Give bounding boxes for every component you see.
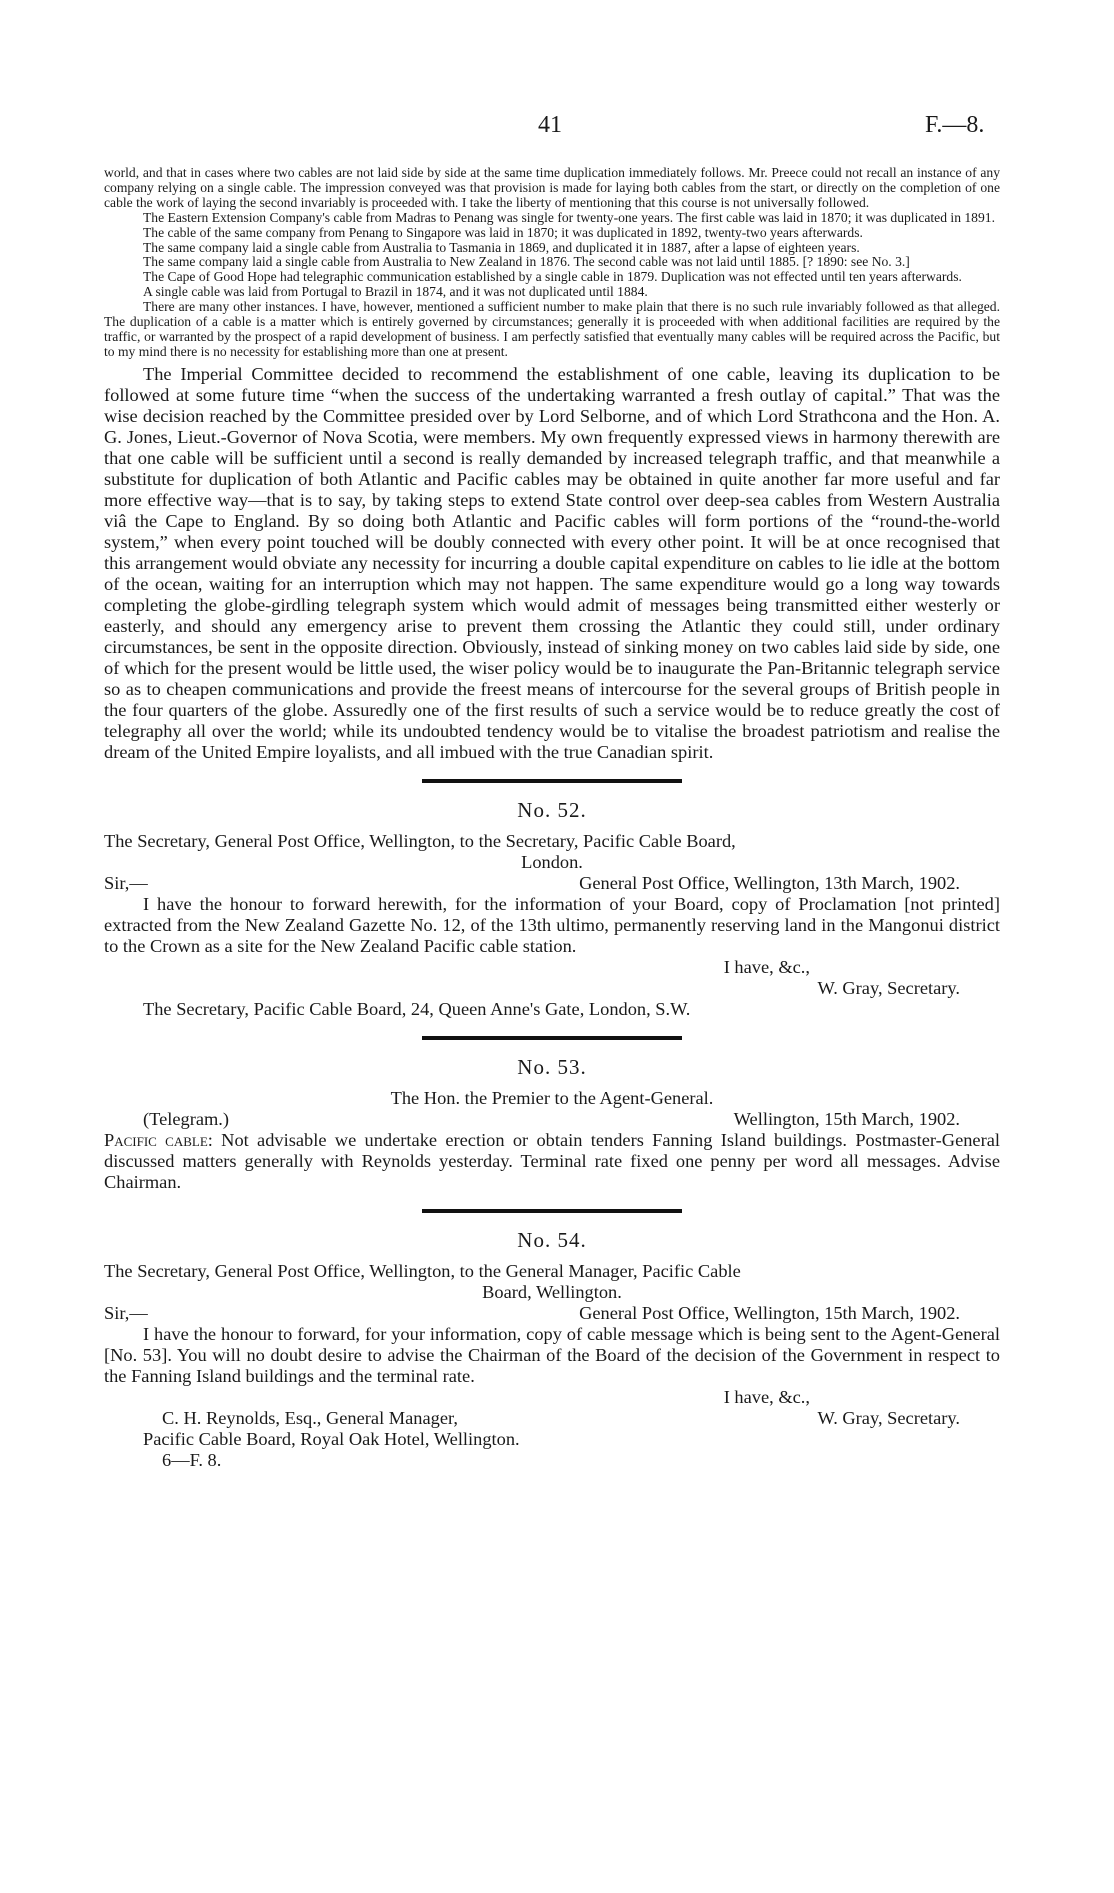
letter-address-continued: Board, Wellington. [482, 1281, 622, 1302]
telegram-subject: Pacific cable [104, 1129, 208, 1150]
recipient: The Secretary, Pacific Cable Board, 24, Queen Anne's Gate, London, S.W. [143, 998, 691, 1019]
salutation: Sir,— [104, 872, 148, 893]
letter-number-54: No. 54. [517, 1227, 587, 1252]
small-print-section [104, 166, 1000, 360]
page-content [104, 166, 1000, 1471]
letter-address: The Hon. the Premier to the Agent-General. [390, 1087, 714, 1108]
dateline: Wellington, 15th March, 1902. [733, 1108, 960, 1129]
closing-row [104, 1387, 1000, 1408]
salutation-row [104, 873, 1000, 894]
small-paragraph: The same company laid a single cable from Australia to Tasmania in 1869, and duplicated it in 1887, after a lapse of eighteen years. [143, 239, 860, 255]
closing: I have, &c., [723, 1386, 810, 1407]
signature: W. Gray, Secretary. [817, 1407, 960, 1428]
recipient-row [104, 999, 1000, 1020]
telegram-row [104, 1109, 1000, 1130]
document-reference: F.—8. [925, 112, 985, 138]
main-paragraph: The Imperial Committee decided to recommend the establishment of one cable, leaving its duplication to be followed at some future time “when the success of the undertaking warranted a fresh outlay of capital.” That was the wise decision reached by the Committee presided over by Lord Selborne, and of which Lord Strathcona and the Hon. A. G. Jones, Lieut.-Governor of Nova Scotia, were members. My own frequently expressed views in harmony therewith are that one cable will be sufficient until a second is really demanded by increased telegraph traffic, and that meanwhile a substitute for duplication of both Atlantic and Pacific cables may be obtained in quite another far more useful and far more effective way—that is to say, by taking steps to extend State control over deep-sea cables from Western Australia viâ the Cape to England. By so doing both Atlantic and Pacific cables will form portions of the “round-the-world system,” when every point touched will be doubly connected with every other point. It will be at once recognised that this arrangement would obviate any necessity for incurring a double capital expenditure on cables to lie idle at the bottom of the ocean, waiting for an interruption which may not happen. The same expenditure would go a long way towards completing the globe-girdling telegraph system which would admit of messages being transmitted either westerly or easterly, and should any emergency arise to prevent them crossing the Atlantic they could still, under ordinary circumstances, be sent in the opposite direction. Obviously, instead of sinking money on two cables laid side by side, one of which for the present would be little used, the wiser policy would be to inaugurate the Pan-Britannic telegraph service so as to cheapen communications and provide the freest means of intercourse for the several groups of British people in the four quarters of the globe. Assuredly one of the first results of such a service would be to reduce greatly the cost of telegraphy all over the world; while its undoubted tendency would be to vitalise the broadest patriotism and realise the dream of the United Empire loyalists, and all imbued with the true Canadian spirit. [104, 363, 1000, 762]
telegram-body [104, 1130, 1000, 1193]
page-number: 41 [538, 112, 562, 138]
closing-row [104, 957, 1000, 978]
recipient-row [104, 1429, 1000, 1450]
section-divider [422, 779, 682, 783]
page-header [0, 112, 1114, 142]
recipient-address: Pacific Cable Board, Royal Oak Hotel, Wellington. [143, 1428, 520, 1449]
small-paragraph: The Eastern Extension Company's cable from Madras to Penang was single for twenty-one years. The first cable was laid in 1870; it was duplicated in 1891. [143, 209, 995, 225]
small-paragraph: There are many other instances. I have, however, mentioned a sufficient number to make plain that there is no such rule invariably followed as that alleged. The duplication of a cable is a matter which is entirely governed by circumstances; generally it is proceeded with when additional facilities are required by the traffic, or warranted by the prospect of a rapid development of business. I am perfectly satisfied that eventually many cables will be required across the Pacific, but to my mind there is no necessity for establishing more than one at present. [104, 299, 1000, 359]
recipient-signature-row [104, 1408, 1000, 1429]
letter-address-continued: London. [521, 851, 583, 872]
letter-body: I have the honour to forward, for your information, copy of cable message which is being sent to the Agent-General [No. 53]. You will no doubt desire to advise the Chairman of the Board of the decision of the Government in respect to the Fanning Island buildings and the terminal rate. [104, 1323, 1000, 1386]
salutation-row [104, 1303, 1000, 1324]
letter-address: The Secretary, General Post Office, Wellington, to the Secretary, Pacific Cable Board, [104, 830, 736, 851]
dateline: General Post Office, Wellington, 13th March, 1902. [579, 872, 960, 893]
closing: I have, &c., [723, 956, 810, 977]
letter-body: I have the honour to forward herewith, for the information of your Board, copy of Proclamation [not printed] extracted from the New Zealand Gazette No. 12, of the 13th ultimo, permanently reserving land in the Mangonui district to the Crown as a site for the New Zealand Pacific cable station. [104, 893, 1000, 956]
dateline: General Post Office, Wellington, 15th March, 1902. [579, 1302, 960, 1323]
telegram-label: (Telegram.) [143, 1108, 230, 1129]
small-paragraph: The Cape of Good Hope had telegraphic communication established by a single cable in 1879. Duplication was not effected until ten years afterwards. [143, 269, 962, 285]
signature-row [104, 978, 1000, 999]
small-paragraph: The same company laid a single cable from Australia to New Zealand in 1876. The second cable was not laid until 1885. [? 1890: see No. 3.] [143, 254, 910, 270]
recipient: C. H. Reynolds, Esq., General Manager, [162, 1407, 459, 1428]
signature-mark-row [104, 1450, 1000, 1471]
section-divider [422, 1036, 682, 1040]
salutation: Sir,— [104, 1302, 148, 1323]
letter-number-52: No. 52. [517, 797, 587, 822]
section-divider [422, 1209, 682, 1213]
telegram-text: : Not advisable we undertake erection or obtain tenders Fanning Island buildings. Postmaster-General discussed matters generally with Reynolds yesterday. Terminal rate fixed one penny per word all messages. Advise Chairman. [104, 1129, 1000, 1192]
signature: W. Gray, Secretary. [817, 977, 960, 998]
small-paragraph: The cable of the same company from Penang to Singapore was laid in 1870; it was duplicated in 1892, twenty-two years afterwards. [143, 224, 863, 240]
small-paragraph: A single cable was laid from Portugal to Brazil in 1874, and it was not duplicated until 1884. [143, 284, 648, 300]
small-paragraph: world, and that in cases where two cables are not laid side by side at the same time duplication immediately follows. Mr. Preece could not recall an instance of any company relying on a single cable. The impression conveyed was that provision is made for laying both cables from the start, or directly on the completion of one cable the work of laying the second invariably is proceeded with. I take the liberty of mentioning that this course is not universally followed. [104, 165, 1000, 210]
printer-signature-mark: 6—F. 8. [162, 1449, 222, 1470]
letter-address: The Secretary, General Post Office, Wellington, to the General Manager, Pacific Cable [104, 1260, 741, 1281]
letter-number-53: No. 53. [517, 1054, 587, 1079]
